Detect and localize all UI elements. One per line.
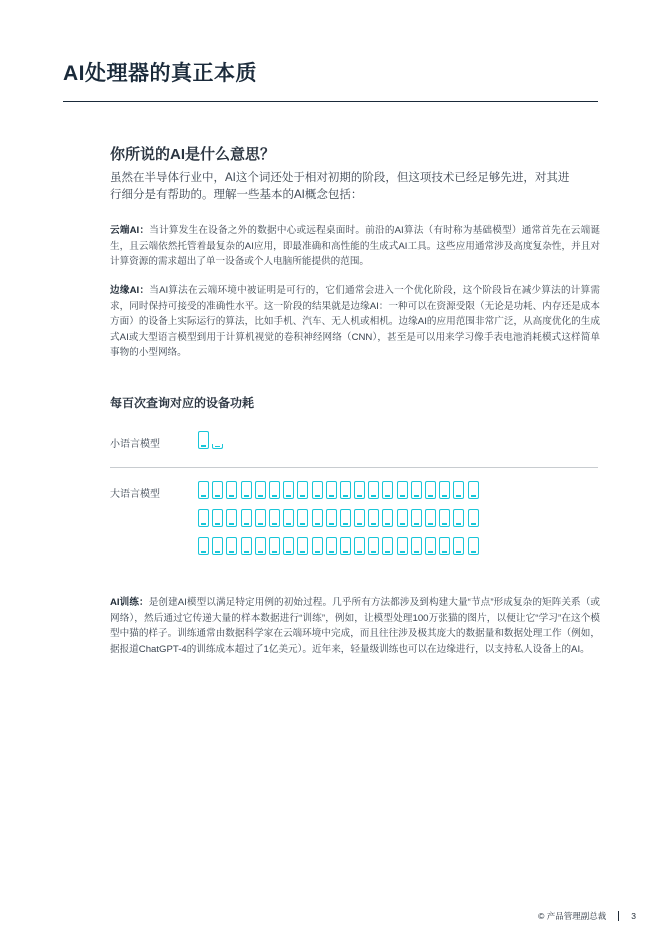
phone-icon xyxy=(212,537,223,555)
phone-icon-row xyxy=(198,537,479,558)
phone-icon xyxy=(212,509,223,527)
phone-icon xyxy=(397,509,408,527)
large-model-devices xyxy=(198,481,479,565)
phone-icon xyxy=(297,509,308,527)
phone-icon xyxy=(439,537,450,555)
edge-ai-label: 边缘AI： xyxy=(110,285,150,296)
phone-icon xyxy=(198,481,209,499)
training-paragraph xyxy=(110,595,600,657)
phone-icon xyxy=(283,509,294,527)
phone-icon xyxy=(241,537,252,555)
phone-icon-row xyxy=(198,481,479,502)
phone-icon xyxy=(269,509,280,527)
training-label: AI训练： xyxy=(110,597,149,608)
phone-icon xyxy=(368,481,379,499)
phone-icon xyxy=(382,537,393,555)
phone-icon xyxy=(198,537,209,555)
cloud-ai-label: 云端AI： xyxy=(110,225,150,236)
intro-paragraph: 虽然在半导体行业中，AI这个词还处于相对初期的阶段，但这项技术已经足够先进，对其进行细分是有帮助的。理解一些基本的AI概念包括： xyxy=(110,172,570,201)
phone-icon xyxy=(425,537,436,555)
phone-icon xyxy=(340,509,351,527)
phone-icon xyxy=(340,537,351,555)
section-heading: 你所说的AI是什么意思？ xyxy=(110,146,276,163)
cloud-ai-text: 当计算发生在设备之外的数据中心或远程桌面时。前沿的AI算法（有时称为基础模型）通常首先在云端诞生，且云端依然托管着最复杂的AI应用，即最准确和高性能的生成式AI工具。这些应用通常涉及高度复杂性，并且对计算资源的需求超出了单一设备或个人电脑所能提供的范围。 xyxy=(110,225,600,268)
phone-icon xyxy=(312,481,323,499)
partial-phone-icon xyxy=(212,444,223,449)
phone-icon xyxy=(297,537,308,555)
phone-icon xyxy=(411,537,422,555)
phone-icon xyxy=(468,509,479,527)
phone-icon xyxy=(255,481,266,499)
phone-icon xyxy=(354,509,365,527)
phone-icon xyxy=(425,481,436,499)
small-model-label: 小语言模型 xyxy=(110,439,160,450)
page-footer xyxy=(538,910,636,922)
footer-text: © 产品管理副总裁 xyxy=(538,911,607,921)
phone-icon xyxy=(226,537,237,555)
phone-icon xyxy=(354,481,365,499)
phone-icon xyxy=(397,481,408,499)
phone-icon xyxy=(198,509,209,527)
phone-icon xyxy=(297,481,308,499)
phone-icon xyxy=(283,481,294,499)
phone-icon xyxy=(198,431,209,449)
phone-icon xyxy=(255,509,266,527)
phone-icon xyxy=(312,537,323,555)
phone-icon xyxy=(255,537,266,555)
phone-icon xyxy=(397,537,408,555)
phone-icon xyxy=(453,509,464,527)
large-model-label: 大语言模型 xyxy=(110,489,160,500)
phone-icon xyxy=(241,509,252,527)
phone-icon xyxy=(241,481,252,499)
phone-icon xyxy=(382,509,393,527)
phone-icon xyxy=(453,537,464,555)
footer-divider xyxy=(618,911,619,921)
phone-icon xyxy=(326,537,337,555)
phone-icon xyxy=(226,509,237,527)
phone-icon xyxy=(269,481,280,499)
phone-icon xyxy=(312,509,323,527)
phone-icon xyxy=(468,537,479,555)
phone-icon xyxy=(283,537,294,555)
phone-icon xyxy=(411,481,422,499)
phone-icon xyxy=(425,509,436,527)
phone-icon xyxy=(212,481,223,499)
phone-icon xyxy=(439,481,450,499)
cloud-ai-paragraph xyxy=(110,223,600,270)
phone-icon xyxy=(326,481,337,499)
title-divider xyxy=(63,101,598,102)
phone-icon-row xyxy=(198,509,479,530)
phone-icon xyxy=(468,481,479,499)
page-number: 3 xyxy=(631,911,636,921)
phone-icon xyxy=(340,481,351,499)
chart-divider xyxy=(110,467,598,468)
phone-icon xyxy=(354,537,365,555)
phone-icon-row xyxy=(198,431,223,452)
phone-icon xyxy=(368,537,379,555)
training-text: 是创建AI模型以满足特定用例的初始过程。几乎所有方法都涉及到构建大量“节点”形成复杂的矩阵关系（或网络），然后通过它传递大量的样本数据进行“训练”，例如，让模型处理100万张猫的图片，以便让它“学习”在这个模型中猫的样子。训练通常由数据科学家在云端环境中完成，而且往往涉及极其庞大的数据量和数据处理工作（例如，据报道ChatGPT-4的训练成本超过了1亿美元）。近年来，轻量级训练也可以在边缘进行，以支持私人设备上的AI。 xyxy=(110,597,601,655)
page-title: AI处理器的真正本质 xyxy=(63,62,257,85)
phone-icon xyxy=(382,481,393,499)
phone-icon xyxy=(326,509,337,527)
edge-ai-text: 当AI算法在云端环境中被证明是可行的，它们通常会进入一个优化阶段，这个阶段旨在减少算法的计算需求，同时保持可接受的准确性水平。这一阶段的结果就是边缘AI：一种可以在资源受限（无论是功耗、内存还是成本方面）的设备上实际运行的算法，比如手机、汽车、无人机或相机。边缘AI的应用范围非常广泛，从高度优化的生成式AI或大型语言模型到用于计算机视觉的卷积神经网络（CNN），甚至是可以用来学习像手表电池消耗模式这样简单事物的小型网络。 xyxy=(110,285,600,359)
phone-icon xyxy=(226,481,237,499)
phone-icon xyxy=(269,537,280,555)
small-model-devices xyxy=(198,431,223,459)
edge-ai-paragraph xyxy=(110,283,600,361)
phone-icon xyxy=(453,481,464,499)
power-chart-heading: 每百次查询对应的设备功耗 xyxy=(110,396,255,410)
phone-icon xyxy=(411,509,422,527)
phone-icon xyxy=(439,509,450,527)
phone-icon xyxy=(368,509,379,527)
